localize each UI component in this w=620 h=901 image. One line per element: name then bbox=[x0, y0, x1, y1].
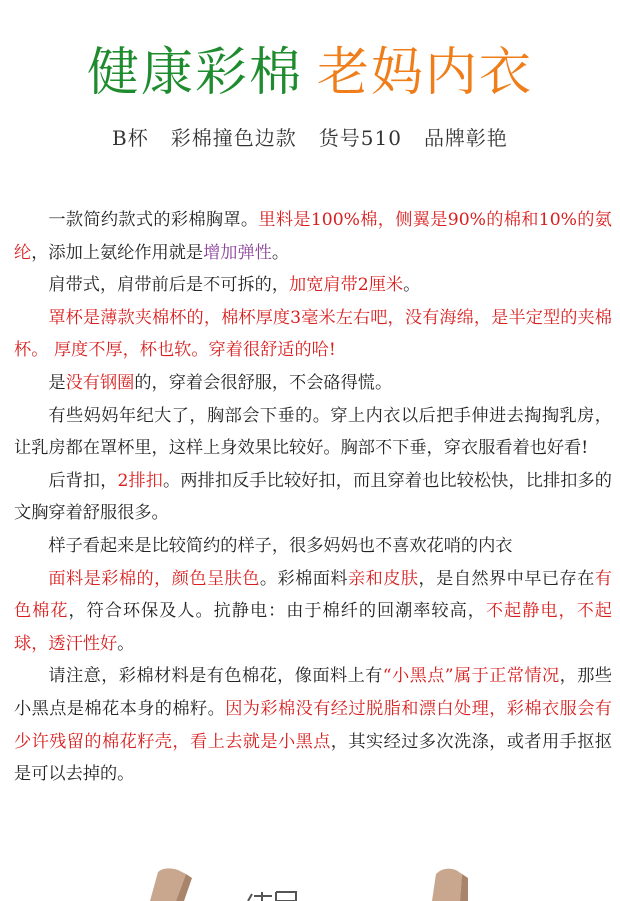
description-paragraph bbox=[14, 269, 612, 302]
body-text: 。 bbox=[271, 242, 290, 263]
highlight-text: 因为彩棉没有经过脱脂和漂白处理，彩棉衣服会有少许残留的棉花籽壳，看上去就是小黑点 bbox=[14, 698, 612, 752]
description-paragraph bbox=[14, 530, 612, 563]
description-paragraph bbox=[14, 465, 612, 530]
highlight-text: 亲和皮肤 bbox=[348, 568, 419, 589]
body-text: ，添加上氨纶作用就是 bbox=[31, 242, 204, 263]
product-subtitle bbox=[0, 121, 620, 155]
body-text: 请注意，彩棉材料是有色棉花，像面料上有 bbox=[48, 666, 383, 687]
product-description bbox=[14, 204, 612, 791]
body-text: ，符合环保及人。抗静电：由于棉纤的回潮率较高， bbox=[68, 601, 486, 622]
highlight-text: 有色棉花 bbox=[14, 568, 612, 622]
title-green-part: 健康彩棉 bbox=[86, 43, 303, 103]
highlight-text: 没有钢圈 bbox=[65, 372, 135, 393]
body-text: ，那些小黑点是棉花本身的棉籽。 bbox=[14, 666, 612, 719]
right-strap bbox=[432, 869, 462, 901]
body-text: ，是自然界中早已存在 bbox=[418, 568, 595, 589]
body-text: 。彩棉面料 bbox=[259, 568, 349, 589]
highlight-text: 面料是彩棉的，颜色呈肤色 bbox=[48, 568, 260, 589]
description-paragraph bbox=[14, 660, 612, 790]
highlight-text: 增加弹性 bbox=[203, 242, 272, 263]
description-paragraph bbox=[14, 302, 612, 367]
product-image-top-edge bbox=[0, 862, 620, 901]
body-text: 一款简约款式的彩棉胸罩。 bbox=[48, 210, 259, 230]
brand-name: 品牌彰艳 bbox=[423, 126, 508, 150]
highlight-text: 不起静电，不起球，透汗性好 bbox=[14, 601, 612, 654]
highlight-text: 加宽肩带2厘米 bbox=[289, 275, 404, 296]
highlight-text: 2排扣 bbox=[117, 470, 164, 491]
body-text: ，其实经过多次洗涤，或者用手抠抠是可以去掉的。 bbox=[14, 731, 612, 785]
partial-label-glyph bbox=[248, 892, 296, 901]
body-text: 后背扣， bbox=[48, 470, 118, 491]
highlight-text: “小黑点”属于正常情况 bbox=[382, 666, 560, 687]
description-paragraph bbox=[14, 563, 612, 661]
body-text: 肩带式，肩带前后是不可拆的， bbox=[48, 275, 290, 296]
title-orange-part: 老妈内衣 bbox=[317, 43, 534, 103]
style-name: 彩棉撞色边款 bbox=[170, 126, 297, 150]
item-number: 货号510 bbox=[318, 126, 402, 150]
highlight-text: 里料是100%棉，侧翼是90%的棉和10%的氨纶 bbox=[14, 210, 612, 263]
body-text: 。 bbox=[403, 275, 421, 296]
body-text: 的，穿着会很舒服，不会硌得慌。 bbox=[134, 372, 393, 393]
description-paragraph bbox=[14, 204, 612, 269]
description-paragraph bbox=[14, 400, 612, 465]
body-text: 。两排扣反手比较好扣，而且穿着也比较松快，比排扣多的文胸穿着舒服很多。 bbox=[14, 470, 612, 524]
highlight-text: 罩杯是薄款夹棉杯的，棉杯厚度3毫米左右吧，没有海绵，是半定型的夹棉杯。 厚度不厚，杯也软。穿着很舒适的哈! bbox=[14, 307, 612, 361]
body-text: 。 bbox=[117, 633, 135, 654]
description-paragraph bbox=[14, 367, 612, 400]
cup-size: B杯 bbox=[112, 126, 149, 150]
body-text: 有些妈妈年纪大了，胸部会下垂的。穿上内衣以后把手伸进去掏掏乳房，让乳房都在罩杯里，这样上身效果比较好。胸部不下垂，穿衣服看着也好看! bbox=[14, 405, 612, 459]
body-text: 样子看起来是比较简约的样子，很多妈妈也不喜欢花哨的内衣 bbox=[48, 535, 513, 556]
page-title bbox=[0, 38, 620, 108]
body-text: 是 bbox=[48, 372, 66, 393]
